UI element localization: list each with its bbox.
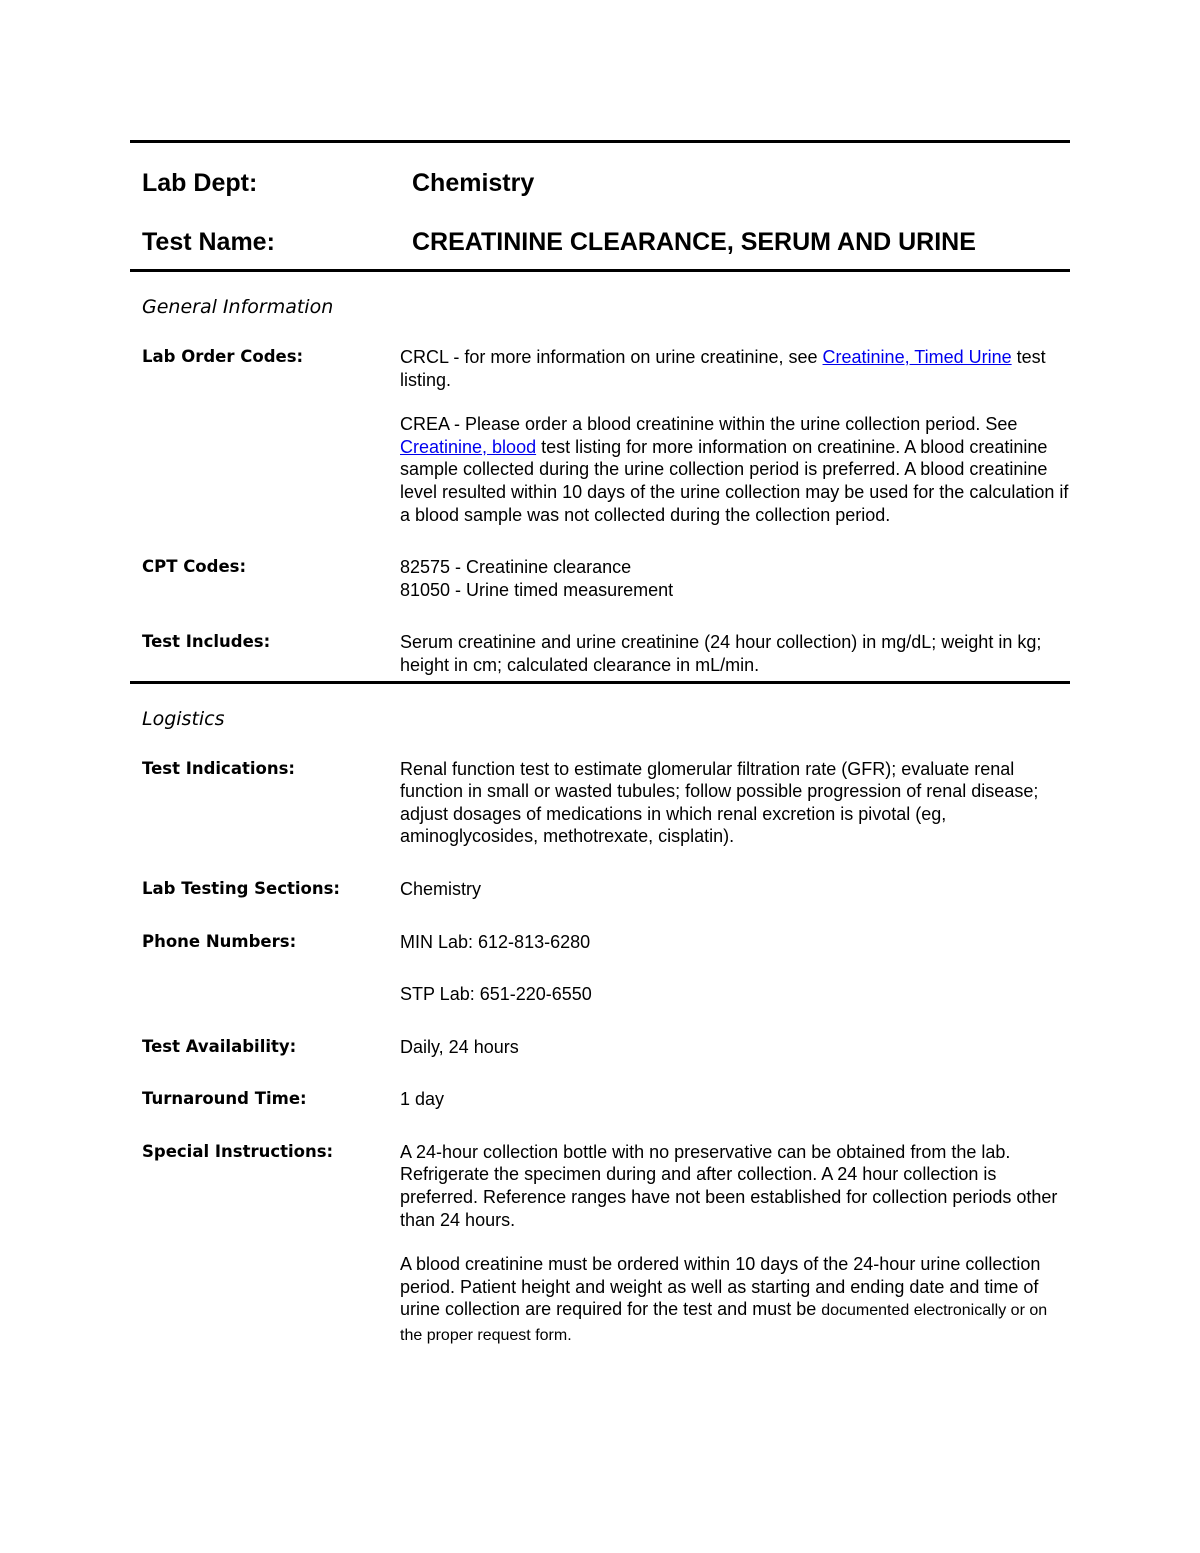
crcl-paragraph <box>400 346 1070 391</box>
crea-paragraph <box>400 413 1070 526</box>
turnaround-time-label: Turnaround Time: <box>142 1089 307 1109</box>
test-availability-value: Daily, 24 hours <box>400 1036 519 1057</box>
special-instructions-paragraph-1: A 24-hour collection bottle with no preservative can be obtained from the lab. Refrigerate the specimen during and after collection. A 24 hour collection is preferred. Reference ranges have not been established for collection periods other than 24 hours. <box>400 1141 1058 1230</box>
crea-text-end: test listing for more information on creatinine. A blood creatinine sample collected during the urine collection period is preferred. A blood creatinine level resulted within 10 days of the urine collection may be used for the calculation if a blood sample was not collected during the collection period. <box>400 436 1069 525</box>
phone-numbers-row <box>130 931 1070 1006</box>
cpt-code-82575: 82575 - Creatinine clearance <box>400 557 632 578</box>
special-instructions-text: A blood creatinine must be ordered within 10 days of the 24-hour urine collection period. Patient height and weight as well as starting and ending date and time of urine collection are required for the test and must be <box>400 1254 1041 1320</box>
phone-numbers-value <box>400 931 1070 1006</box>
test-availability-label: Test Availability: <box>142 1036 297 1056</box>
logistics-heading: Logistics <box>142 707 225 730</box>
stp-lab-phone: STP Lab: 651-220-6550 <box>400 984 592 1005</box>
turnaround-time-row <box>130 1088 1070 1111</box>
lab-dept-row <box>130 169 1070 198</box>
test-includes-label: Test Includes: <box>142 632 271 652</box>
cpt-codes-row <box>130 556 1070 601</box>
creatinine-timed-urine-link[interactable]: Creatinine, Timed Urine <box>822 347 1012 367</box>
cpt-codes-label: CPT Codes: <box>142 557 247 577</box>
cpt-codes-value <box>400 556 1070 601</box>
test-name-row <box>130 228 1070 257</box>
special-instructions-label: Special Instructions: <box>142 1141 334 1161</box>
phone-numbers-label: Phone Numbers: <box>142 931 297 951</box>
document-page <box>130 140 1070 1348</box>
general-info-rule <box>130 681 1070 684</box>
lab-order-codes-row <box>130 346 1070 526</box>
crcl-text: CRCL - for more information on urine creatinine, see <box>400 347 823 367</box>
special-instructions-text-small: documented electronically or on the proper request form. <box>400 1302 1048 1345</box>
test-availability-row <box>130 1036 1070 1059</box>
test-indications-value: Renal function test to estimate glomerular filtration rate (GFR); evaluate renal function in small or wasted tubules; follow possible progression of renal disease; adjust dosages of medications in which renal excretion is pivotal (eg, aminoglycosides, methotrexate, cisplatin). <box>400 758 1039 847</box>
test-indications-row <box>130 758 1070 848</box>
lab-dept-label: Lab Dept: <box>142 169 258 197</box>
special-instructions-row <box>130 1141 1070 1348</box>
header-rule <box>130 269 1070 272</box>
crea-text: CREA - Please order a blood creatinine within the urine collection period. See <box>400 414 1018 435</box>
test-indications-label: Test Indications: <box>142 758 296 778</box>
lab-order-codes-label: Lab Order Codes: <box>142 347 304 366</box>
crcl-text-end: test listing. <box>400 347 1046 390</box>
test-includes-value: Serum creatinine and urine creatinine (24 hour collection) in mg/dL; weight in kg; height in cm; calculated clearance in mL/min. <box>400 632 1042 675</box>
lab-testing-sections-label: Lab Testing Sections: <box>142 878 341 898</box>
test-name-value: CREATININE CLEARANCE, SERUM AND URINE <box>412 228 976 256</box>
lab-order-codes-value <box>400 346 1070 526</box>
min-lab-phone: MIN Lab: 612-813-6280 <box>400 931 591 952</box>
test-name-label: Test Name: <box>142 228 275 256</box>
turnaround-time-value: 1 day <box>400 1089 445 1110</box>
lab-testing-sections-value: Chemistry <box>400 878 482 899</box>
top-rule <box>130 140 1070 143</box>
lab-dept-value: Chemistry <box>412 169 535 197</box>
creatinine-blood-link[interactable]: Creatinine, blood <box>400 436 537 457</box>
special-instructions-value <box>400 1141 1070 1348</box>
special-instructions-paragraph-2 <box>400 1253 1070 1347</box>
lab-testing-sections-row <box>130 878 1070 901</box>
test-includes-row <box>130 631 1070 676</box>
general-information-heading: General Information <box>142 296 334 318</box>
cpt-code-81050: 81050 - Urine timed measurement <box>400 579 674 600</box>
